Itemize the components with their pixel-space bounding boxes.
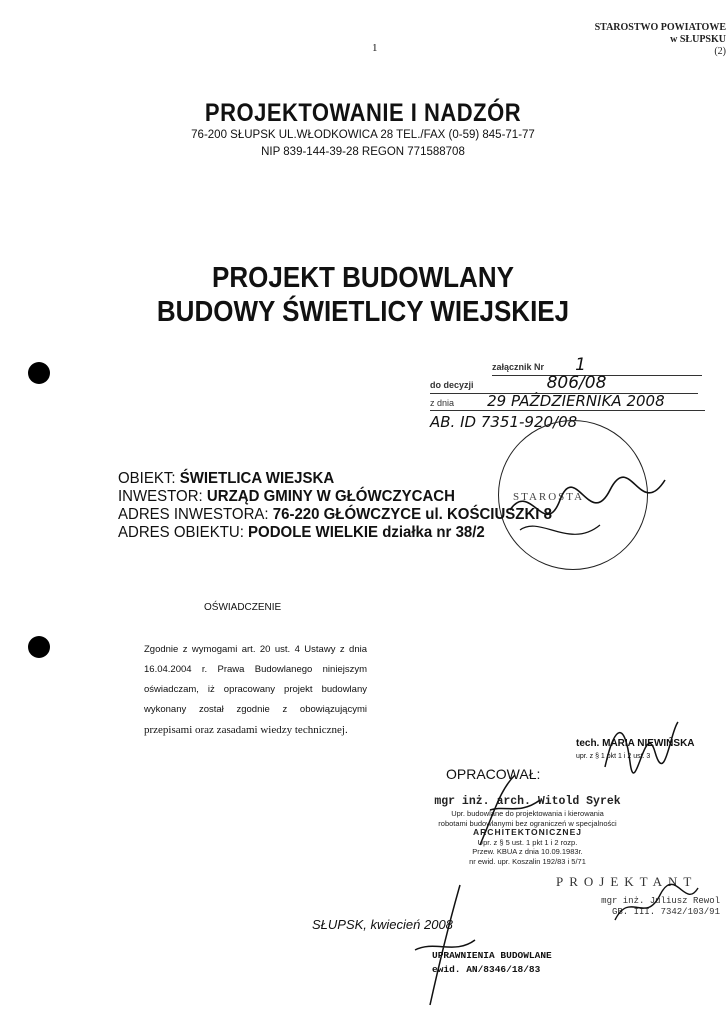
binder-hole-top (28, 362, 50, 384)
decision-date: 29 PAŹDZIERNIKA 2008 (487, 392, 665, 410)
adres-obiektu-label: ADRES OBIEKTU: (118, 523, 244, 542)
office-stamp-line2: w SŁUPSKU (670, 34, 726, 45)
attachment-label: załącznik Nr (492, 362, 545, 372)
info-row-obiekt (118, 470, 538, 489)
declaration-body (144, 640, 367, 741)
company-ids: NIP 839-144-39-28 REGON 771588708 (261, 146, 465, 158)
designer-registration: GB. III. 7342/103/91 (611, 907, 720, 917)
info-row-inwestor (118, 488, 538, 507)
designer-stamp-title: PROJEKTANT (556, 874, 698, 889)
signature-designer (610, 880, 700, 930)
office-stamp-corner (594, 22, 726, 58)
office-stamp-line3: (2) (714, 46, 726, 57)
decision-row (430, 373, 698, 394)
architect-line2: robotami budowlanymi bez ograniczeń w specjalności (438, 818, 617, 828)
architect-line5: Przew. KBUA z dnia 10.09.1983r. (472, 847, 583, 856)
company-address: 76-200 SŁUPSK UL.WŁODKOWICA 28 TEL./FAX (0-59) 845-71-77 (191, 129, 535, 141)
architect-specialty: ARCHITEKTONICZNEJ (473, 827, 582, 837)
date-label: z dnia (430, 398, 455, 408)
declaration-text: Zgodnie z wymogami art. 20 ust. 4 Ustawy z dnia 16.04.2004 r. Prawa Budowlanego niniejszym oświadczam, iż opracowany projekt budowlany wykonany został zgodnie z obowiązującymi (144, 644, 367, 715)
signature-technician (600, 712, 680, 782)
technician-qualifications: upr. z § 1 pkt 1 i 2 ust. 3 (576, 753, 651, 760)
place-and-date: SŁUPSK, kwiecień 2008 (312, 917, 453, 932)
round-stamp-text: STAROSTA (513, 491, 585, 503)
company-header (0, 100, 726, 160)
company-name: PROJEKTOWANIE I NADZÓR (204, 98, 522, 127)
title-line1: PROJEKT BUDOWLANY (212, 260, 514, 294)
permit-stamp-line1: UPRAWNIENIA BUDOWLANE (432, 950, 552, 961)
decision-label: do decyzji (430, 380, 474, 390)
inwestor-value: URZĄD GMINY W GŁÓWCZYCACH (206, 487, 455, 506)
decision-number: 806/08 (546, 373, 607, 393)
architect-line1: Upr. budowlane do projektowania i kierowania (451, 809, 604, 818)
architect-line6: nr ewid. upr. Koszalin 192/83 i 5/71 (469, 856, 586, 866)
architect-name: mgr inż. arch. Witold Syrek (434, 795, 621, 808)
signature-architect (440, 770, 560, 850)
prepared-by-label: OPRACOWAŁ: (446, 766, 541, 782)
info-row-adres-inwestora (118, 505, 552, 525)
adres-inwestora-value: 76-220 GŁÓWCZYCE ul. KOŚCIUSZKI 8 (272, 505, 552, 524)
adres-inwestora-label: ADRES INWESTORA: (118, 505, 269, 524)
office-stamp-line1: STAROSTWO POWIATOWE (594, 22, 726, 33)
obiekt-value: ŚWIETLICA WIEJSKA (179, 469, 335, 488)
inwestor-label: INWESTOR: (118, 487, 203, 506)
attachment-number: 1 (575, 355, 586, 375)
title-line2: BUDOWY ŚWIETLICY WIEJSKIEJ (156, 294, 570, 328)
reference-number: AB. ID 7351-920/08 (430, 413, 578, 431)
architect-line4: Upr. z § 5 ust. 1 pkt 1 i 2 rozp. (477, 837, 578, 847)
decision-date-row (430, 392, 705, 411)
signature-bottom (400, 880, 490, 1010)
declaration-text-end: przepisami oraz zasadami wiedzy technicznej. (144, 724, 348, 736)
adres-obiektu-value: PODOLE WIELKIE działka nr 38/2 (248, 523, 485, 542)
page-number: 1 (372, 42, 378, 54)
declaration-title: OŚWIADCZENIE (204, 602, 282, 613)
info-row-adres-obiektu (118, 524, 538, 543)
permit-stamp-line2: ewid. AN/8346/18/83 (432, 964, 541, 975)
binder-hole-bottom (28, 636, 50, 658)
document-title (0, 260, 726, 328)
technician-name: tech. MARIA NIEWIŃSKA (576, 738, 695, 749)
obiekt-label: OBIEKT: (118, 469, 176, 488)
designer-name: mgr inż. Juliusz Rewol (601, 896, 720, 906)
